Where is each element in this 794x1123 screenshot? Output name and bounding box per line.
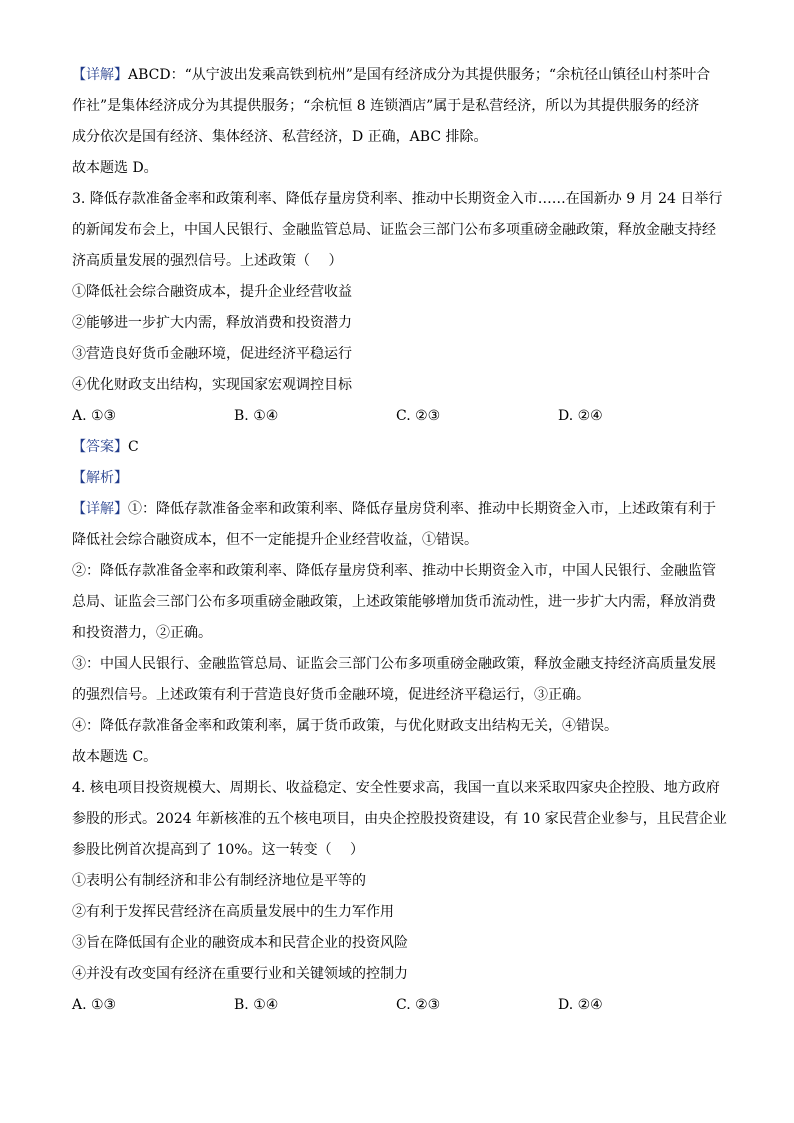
q4-option-c: C. ②③ [396, 997, 441, 1013]
q4-statement-2: ②有利于发挥民营经济在高质量发展中的生力军作用 [72, 904, 394, 920]
q3-detail-line-8: ④：降低存款准备金率和政策利率，属于货币政策，与优化财政支出结构无关，④错误。 [72, 718, 618, 734]
q3-detail-text: ①：降低存款准备金率和政策利率、降低存量房贷利率、推动中长期资金入市，上述政策有利于 [128, 501, 716, 517]
q3-detail-line-2: 降低社会综合融资成本，但不一定能提升企业经营收益，①错误。 [72, 532, 478, 548]
q3-answer-tag: 【答案】 [72, 439, 128, 455]
q2-detail-text: ABCD：“从宁波出发乘高铁到杭州”是国有经济成分为其提供服务；“余杭径山镇径山村茶叶合 [128, 67, 711, 83]
q3-option-c: C. ②③ [396, 408, 441, 424]
q4-option-d: D. ②④ [558, 997, 603, 1013]
q3-statement-3: ③营造良好货币金融环境，促进经济平稳运行 [72, 346, 352, 362]
q3-detail-line-4: 总局、证监会三部门公布多项重磅金融政策，上述政策能够增加货币流动性，进一步扩大内需，释放消费 [72, 594, 716, 610]
q3-detail-line-6: ③：中国人民银行、金融监管总局、证监会三部门公布多项重磅金融政策，释放金融支持经济高质量发展 [72, 656, 716, 672]
q3-detail-line-3: ②：降低存款准备金率和政策利率、降低存量房贷利率、推动中长期资金入市，中国人民银行、金融监管 [72, 563, 716, 579]
q3-detail-line-5: 和投资潜力，②正确。 [72, 625, 212, 641]
q3-options [72, 401, 724, 432]
q2-conclusion: 故本题选 D。 [72, 160, 158, 176]
q3-stem-line-2: 的新闻发布会上，中国人民银行、金融监管总局、证监会三部门公布多项重磅金融政策，释放金融支持经 [72, 222, 716, 238]
q3-detail-line-7: 的强烈信号。上述政策有利于营造良好货币金融环境，促进经济平稳运行，③正确。 [72, 687, 590, 703]
q4-statement-3: ③旨在降低国有企业的融资成本和民营企业的投资风险 [72, 935, 408, 951]
q3-analysis-tag: 【解析】 [72, 470, 128, 486]
q3-conclusion: 故本题选 C。 [72, 749, 158, 765]
q4-options [72, 990, 724, 1021]
q4-statement-1: ①表明公有制经济和非公有制经济地位是平等的 [72, 873, 366, 889]
q4-option-a: A. ①③ [72, 997, 117, 1013]
q3-analysis-line [72, 463, 724, 494]
q3-option-d: D. ②④ [558, 408, 603, 424]
document-page [72, 60, 727, 1021]
q3-option-a: A. ①③ [72, 408, 117, 424]
q2-detail-line-2: 作社”是集体经济成分为其提供服务；“余杭恒 8 连锁酒店”属于是私营经济，所以为其提供服务的经济 [72, 98, 700, 114]
q4-stem-line-2: 参股的形式。2024 年新核准的五个核电项目，由央企控股投资建设，有 10 家民营企业参与，且民营企业 [72, 811, 727, 827]
q3-stem-line-1: 3. 降低存款准备金率和政策利率、降低存量房贷利率、推动中长期资金入市……在国新办 9 月 24 日举行 [72, 191, 723, 207]
q2-detail-line-1 [72, 60, 724, 91]
q3-statement-1: ①降低社会综合融资成本，提升企业经营收益 [72, 284, 352, 300]
q3-answer-line [72, 432, 724, 463]
q4-stem-line-1: 4. 核电项目投资规模大、周期长、收益稳定、安全性要求高，我国一直以来采取四家央企控股、地方政府 [72, 780, 720, 796]
q4-stem-line-3: 参股比例首次提高到了 10%。这一转变（ ） [72, 842, 365, 858]
q3-option-b: B. ①④ [234, 408, 279, 424]
q3-answer-value: C [128, 439, 139, 455]
q3-detail-tag: 【详解】 [72, 501, 128, 517]
q3-detail-line-1 [72, 494, 724, 525]
q4-statement-4: ④并没有改变国有经济在重要行业和关键领域的控制力 [72, 966, 408, 982]
q2-detail-line-3: 成分依次是国有经济、集体经济、私营经济，D 正确，ABC 排除。 [72, 129, 488, 145]
q3-statement-2: ②能够进一步扩大内需，释放消费和投资潜力 [72, 315, 352, 331]
q4-option-b: B. ①④ [234, 997, 279, 1013]
q2-detail-tag: 【详解】 [72, 67, 128, 83]
q3-stem-line-3: 济高质量发展的强烈信号。上述政策（ ） [72, 253, 343, 269]
q3-statement-4: ④优化财政支出结构，实现国家宏观调控目标 [72, 377, 352, 393]
